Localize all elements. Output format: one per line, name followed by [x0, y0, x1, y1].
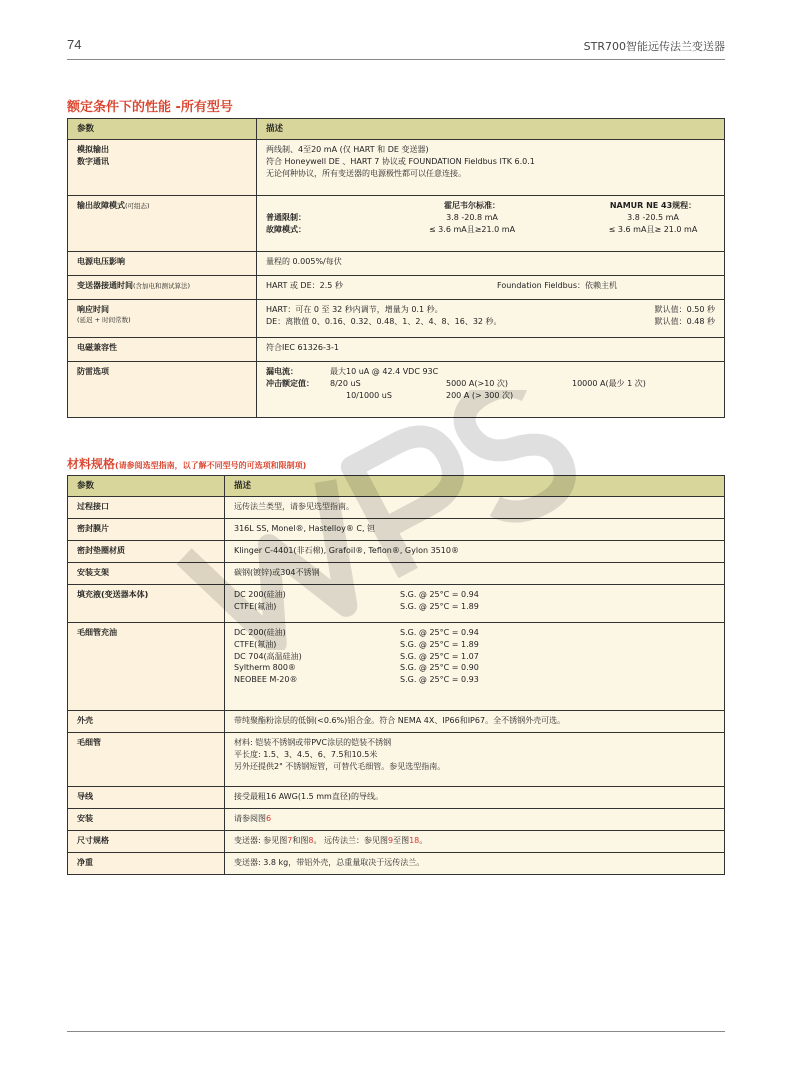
- table-row: [68, 787, 725, 809]
- param-cell: 电磁兼容性: [68, 338, 257, 362]
- column-header-param: 参数: [68, 476, 225, 497]
- param-cell: 尺寸规格: [68, 831, 225, 853]
- performance-table: [67, 118, 725, 418]
- figure-link[interactable]: 8: [308, 836, 314, 846]
- table-row: [68, 831, 725, 853]
- table-row: [68, 140, 725, 196]
- desc-cell: DC 200(硅油) S.G. @ 25°C = 0.94 CTFE(氟油) S.G. @ 25°C = 1.89 DC 704(高温硅油) S.G. @ 25°C = 1.07 Syltherm 800® S.G. @ 25°C = 0.90 NEOBEE M-20® S.G. @ 25°C = 0.93: [225, 623, 725, 711]
- desc-cell: Klinger C-4401(非石棉), Grafoil®, Teflon®, Gylon 3510®: [225, 541, 725, 563]
- table-header-row: [68, 119, 725, 140]
- desc-cell: 变送器: 3.8 kg，带铝外壳，总重量取决于远传法兰。: [225, 853, 725, 875]
- table-row: [68, 623, 725, 711]
- param-cell: 响应时间 (延迟 + 时间常数): [68, 300, 257, 338]
- param-cell: 安装支架: [68, 563, 225, 585]
- materials-table: [67, 475, 725, 875]
- table-row: [68, 541, 725, 563]
- table-row: [68, 711, 725, 733]
- table-header-row: [68, 476, 725, 497]
- table-row: [68, 809, 725, 831]
- table-row: [68, 276, 725, 300]
- figure-link[interactable]: 6: [266, 814, 272, 824]
- table-row: [68, 362, 725, 418]
- param-cell: 模拟输出 数字通讯: [68, 140, 257, 196]
- desc-cell: 变送器: 参见图7和图8。 远传法兰：参见图9至图18。: [225, 831, 725, 853]
- desc-cell: DC 200(硅油) S.G. @ 25°C = 0.94 CTFE(氟油) S.G. @ 25°C = 1.89: [225, 585, 725, 623]
- param-cell: 过程接口: [68, 497, 225, 519]
- desc-cell: 符合IEC 61326-3-1: [257, 338, 725, 362]
- table-row: [68, 252, 725, 276]
- desc-cell: HART 或 DE：2.5 秒 Foundation Fieldbus：依赖主机: [257, 276, 725, 300]
- document-title: STR700智能远传法兰变送器: [583, 40, 725, 53]
- param-cell: 密封膜片: [68, 519, 225, 541]
- column-header-desc: 描述: [225, 476, 725, 497]
- footer-divider: [67, 1031, 725, 1032]
- header-divider: [67, 59, 725, 60]
- table-row: [68, 733, 725, 787]
- figure-link[interactable]: 9: [387, 836, 394, 846]
- param-cell: 净重: [68, 853, 225, 875]
- param-cell: 毛细管: [68, 733, 225, 787]
- figure-link[interactable]: 18: [409, 836, 420, 846]
- param-cell: 密封垫圈材质: [68, 541, 225, 563]
- page-number: 74: [67, 37, 82, 52]
- param-cell: 防雷选项: [68, 362, 257, 418]
- desc-cell: 霍尼韦尔标准： NAMUR NE 43规程： 普通限制： 3.8 -20.8 mA 3.8 -20.5 mA 故障模式： ≤ 3.6 mA且≥21.0 mA ≤ 3.6 mA且≥ 21.0 mA: [257, 196, 725, 252]
- table-row: [68, 338, 725, 362]
- param-cell: 电源电压影响: [68, 252, 257, 276]
- param-cell: 填充液(变送器本体): [68, 585, 225, 623]
- table-row: [68, 853, 725, 875]
- param-cell: 安装: [68, 809, 225, 831]
- table-row: [68, 585, 725, 623]
- desc-cell: 碳钢(镀锌)或304不锈钢: [225, 563, 725, 585]
- desc-cell: 漏电流： 最大10 uA @ 42.4 VDC 93C 冲击额定值： 8/20 uS 5000 A(>10 次) 10000 A(最少 1 次) 10/1000 uS 200 A (> 300 次): [257, 362, 725, 418]
- column-header-param: 参数: [68, 119, 257, 140]
- column-header-desc: 描述: [257, 119, 725, 140]
- desc-cell: 请参阅图6: [225, 809, 725, 831]
- param-cell: 变送器接通时间(含加电和测试算法): [68, 276, 257, 300]
- desc-cell: 316L SS, Monel®, Hastelloy® C, 钽: [225, 519, 725, 541]
- param-cell: 导线: [68, 787, 225, 809]
- section-title-materials: 材料规格(请参阅选型指南，以了解不同型号的可选项和限制项): [67, 457, 307, 471]
- desc-cell: 两线制、4至20 mA (仅 HART 和 DE 变送器) 符合 Honeywell DE 、HART 7 协议或 FOUNDATION Fieldbus ITK 6.0.1 无论何种协议，所有变送器的电源极性都可以任意连接。: [257, 140, 725, 196]
- param-cell: 毛细管充油: [68, 623, 225, 711]
- table-row: [68, 519, 725, 541]
- table-row: [68, 497, 725, 519]
- figure-link[interactable]: 7: [287, 836, 293, 846]
- param-cell: 输出故障模式(可组态): [68, 196, 257, 252]
- desc-cell: 接受最粗16 AWG(1.5 mm直径)的导线。: [225, 787, 725, 809]
- desc-cell: HART：可在 0 至 32 秒内调节，增量为 0.1 秒。 默认值：0.50 秒 DE：离散值 0、0.16、0.32、0.48、1、2、4、8、16、32 秒。 默认值：0.48 秒: [257, 300, 725, 338]
- section-title-performance: 额定条件下的性能 -所有型号: [67, 100, 233, 115]
- desc-cell: 材料: 铠装不锈钢或带PVC涂层的铠装不锈钢 平长度: 1.5、3、4.5、6、7.5和10.5米 另外还提供2" 不锈钢短管，可替代毛细管。参见选型指南。: [225, 733, 725, 787]
- table-row: [68, 300, 725, 338]
- table-row: [68, 196, 725, 252]
- desc-cell: 量程的 0.005%/每伏: [257, 252, 725, 276]
- desc-cell: 带纯聚酯粉涂层的低铜(<0.6%)铝合金。符合 NEMA 4X、IP66和IP67。全不锈钢外壳可选。: [225, 711, 725, 733]
- desc-cell: 远传法兰类型，请参见选型指南。: [225, 497, 725, 519]
- param-cell: 外壳: [68, 711, 225, 733]
- table-row: [68, 563, 725, 585]
